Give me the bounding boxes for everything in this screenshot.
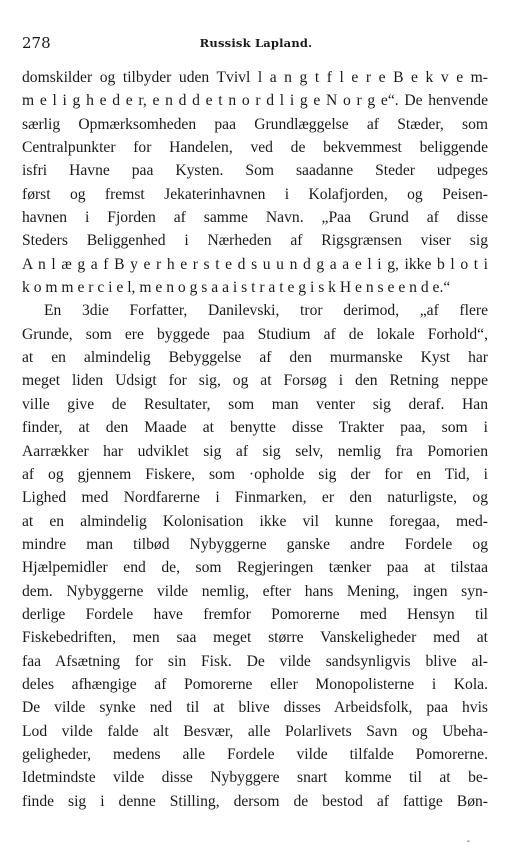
text-line: Grunde, som ere byggede paa Studium af de lokale Forhold“,: [22, 325, 488, 343]
text-line: En 3die Forfatter, Danilevski, tror derimod, „af flere: [44, 302, 488, 320]
body-text: [22, 66, 488, 813]
page-header: [22, 34, 490, 54]
text-line: dem. Nybyggerne vilde nemlig, efter hans Mening, ingen syn-: [22, 582, 488, 600]
text-line: k o m m e r c i e l, m e n o g s a a i s t r a t e g i s k H e n s e e n d e.“: [22, 279, 451, 297]
text-line: meget liden Udsigt for sig, og at Forsøg i den Retning neppe: [22, 372, 488, 390]
text-line: Steders Beliggenhed i Nærheden af Rigsgrænsen viser sig: [22, 232, 488, 250]
text-line: derlige Fordele have fremfor Pomorerne med Hensyn til: [22, 605, 488, 623]
text-line: at en almindelig Kolonisation ikke vil kunne foregaa, med-: [22, 512, 488, 530]
text-line: mindre man tilbød Nybyggerne ganske andre Fordele og: [22, 535, 488, 553]
text-line: deles afhængige af Pomorerne eller Monopolisterne i Kola.: [22, 675, 488, 693]
text-line: af og gjennem Fiskere, som ·opholde sig der for en Tid, i: [22, 465, 488, 483]
footer-dash: -: [466, 836, 470, 847]
text-line: De vilde synke ned til at blive disses Arbeidsfolk, paa hvis: [22, 699, 488, 717]
text-line: Lod vilde falde alt Besvær, alle Polarlivets Savn og Ubeha-: [22, 722, 488, 740]
text-line: ville give de Resultater, som man venter sig deraf. Han: [22, 395, 488, 413]
page-number: 278: [22, 34, 51, 52]
text-line: finde sig i denne Stilling, dersom de bestod af fattige Bøn-: [22, 792, 488, 810]
text-line: Aarrækker har udviklet sig af sig selv, nemlig fra Pomorien: [22, 442, 488, 460]
text-line: først og fremst Jekaterinhavnen i Kolafjorden, og Peisen-: [22, 185, 488, 203]
text-line: faa Afsætning for sin Fisk. De vilde sandsynligvis blive al-: [22, 652, 488, 670]
text-line: finder, at den Maade at benytte disse Trakter paa, som i: [22, 419, 488, 437]
text-line: at en almindelig Bebyggelse af den murmanske Kyst har: [22, 349, 488, 367]
text-line: Fiskebedriften, men saa meget større Vanskeligheder med at: [22, 629, 488, 647]
running-head: Russisk Lapland.: [199, 36, 313, 50]
text-line: A n l æ g a f B y e r h e r s t e d s u u n d g a a e l i g, ikke b l o t i: [22, 255, 488, 273]
text-line: Hjælpemidler end de, som Regjeringen tænker paa at tilstaa: [22, 559, 488, 577]
text-line: havnen i Fjorden af samme Navn. „Paa Grund af disse: [22, 209, 488, 227]
text-line: isfri Havne paa Kysten. Som saadanne Steder udpeges: [22, 162, 488, 180]
text-line: geligheder, medens alle Fordele vilde tilfalde Pomorerne.: [22, 745, 488, 763]
text-line: m e l i g h e d e r, e n d d e t n o r d l i g e N o r g e“. De henvende: [22, 92, 488, 110]
text-line: Centralpunkter for Handelen, ved de bekvemmest beliggende: [22, 139, 488, 157]
text-line: Lighed med Nordfarerne i Finmarken, er den naturligste, og: [22, 489, 488, 507]
text-line: særlig Opmærksomheden paa Grundlæggelse af Stæder, som: [22, 115, 488, 133]
text-line: Idetmindste vilde disse Nybyggere snart komme til at be-: [22, 769, 488, 787]
text-line: domskilder og tilbyder uden Tvivl l a n g t f l e r e B e k v e m-: [22, 69, 488, 86]
